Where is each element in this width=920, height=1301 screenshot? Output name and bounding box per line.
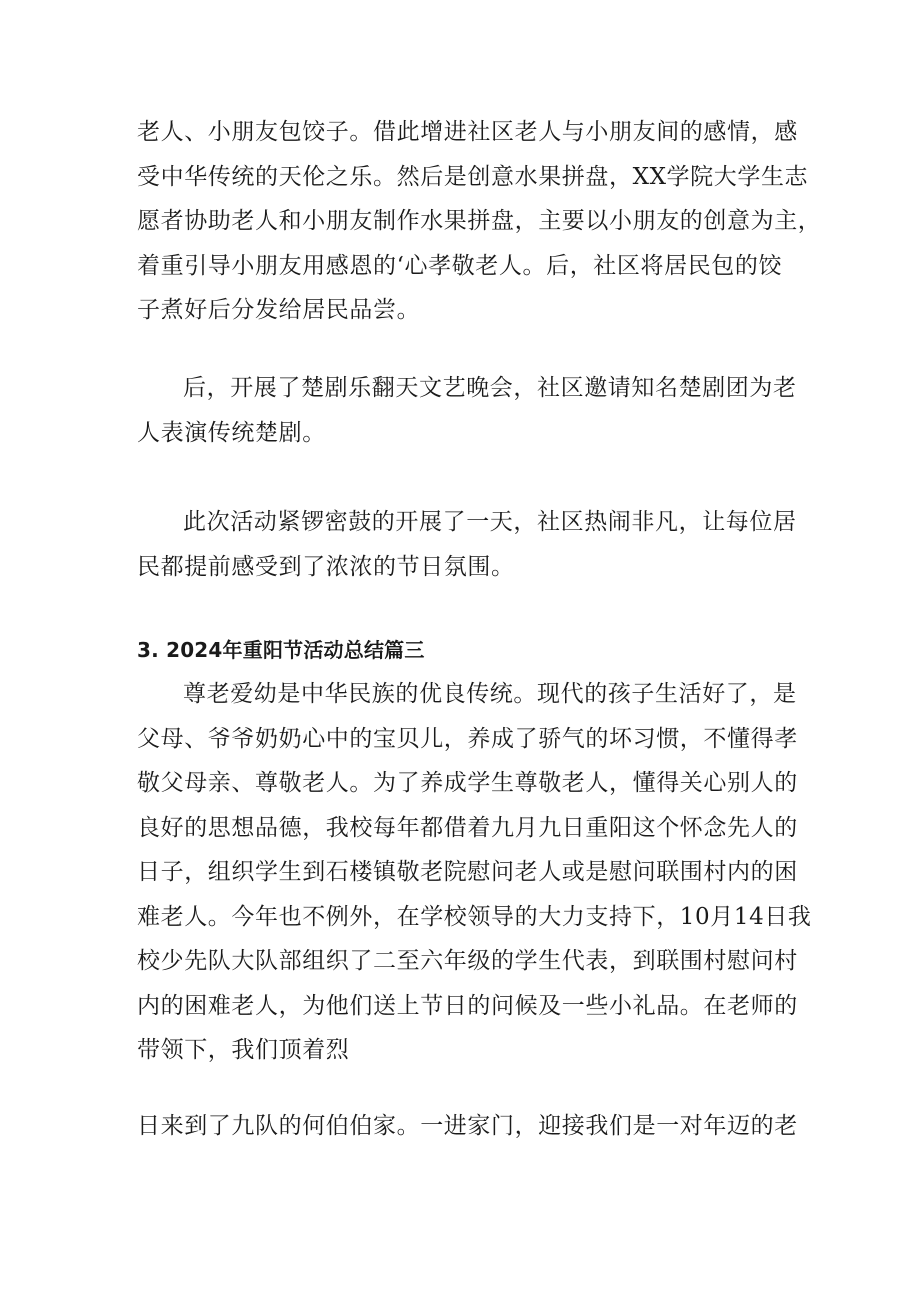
paragraph-4-line: 难老人。今年也不例外，在学校领导的大力支持下，10月14日我 bbox=[137, 903, 812, 930]
paragraph-4-line: 日子，组织学生到石楼镇敬老院慰问老人或是慰问联围村内的困 bbox=[137, 859, 798, 885]
paragraph-4-line: 敬父母亲、尊敬老人。为了养成学生尊敬老人，懂得关心别人的 bbox=[137, 770, 798, 796]
paragraph-4-line: 校少先队大队部组织了二至六年级的学生代表，到联围村慰问村 bbox=[137, 948, 798, 974]
paragraph-4-line: 良好的思想品德，我校每年都借着九月九日重阳这个怀念先人的 bbox=[137, 814, 798, 841]
paragraph-2-line: 人表演传统楚剧。 bbox=[137, 419, 326, 446]
paragraph-3-line: 民都提前感受到了浓浓的节日氛围。 bbox=[137, 553, 515, 580]
paragraph-1-line: 老人、小朋友包饺子。借此增进社区老人与小朋友间的感情，感 bbox=[137, 119, 798, 145]
paragraph-1-line: 着重引导小朋友用感恩的‘心孝敬老人。后，社区将居民包的饺 bbox=[137, 252, 783, 279]
paragraph-3-line: 此次活动紧锣密鼓的开展了一天，社区热闹非凡，让每位居 bbox=[183, 509, 797, 535]
paragraph-4-line: 内的困难老人，为他们送上节日的问候及一些小礼品。在老师的 bbox=[137, 992, 798, 1019]
paragraph-4 bbox=[137, 672, 812, 1073]
section-heading: 3. 2024年重阳节活动总结篇三 bbox=[137, 638, 425, 662]
paragraph-1 bbox=[137, 110, 822, 333]
paragraph-2-line: 后，开展了楚剧乐翻天文艺晚会，社区邀请知名楚剧团为老 bbox=[183, 375, 797, 401]
paragraph-5 bbox=[137, 1104, 798, 1149]
paragraph-4-line: 带领下，我们顶着烈 bbox=[137, 1037, 350, 1063]
paragraph-4-line: 尊老爱幼是中华民族的优良传统。现代的孩子生活好了，是 bbox=[183, 681, 797, 707]
paragraph-2 bbox=[137, 366, 797, 455]
paragraph-3 bbox=[137, 500, 797, 589]
paragraph-1-line: 子煮好后分发给居民品尝。 bbox=[137, 297, 421, 323]
paragraph-1-line: 受中华传统的天伦之乐。然后是创意水果拼盘，XX学院大学生志 bbox=[137, 163, 809, 190]
paragraph-1-line: 愿者协助老人和小朋友制作水果拼盘，主要以小朋友的创意为主， bbox=[137, 208, 822, 234]
paragraph-5-line: 日来到了九队的何伯伯家。一进家门，迎接我们是一对年迈的老 bbox=[137, 1113, 798, 1139]
paragraph-4-line: 父母、爷爷奶奶心中的宝贝儿，养成了骄气的坏习惯，不懂得孝 bbox=[137, 725, 798, 752]
